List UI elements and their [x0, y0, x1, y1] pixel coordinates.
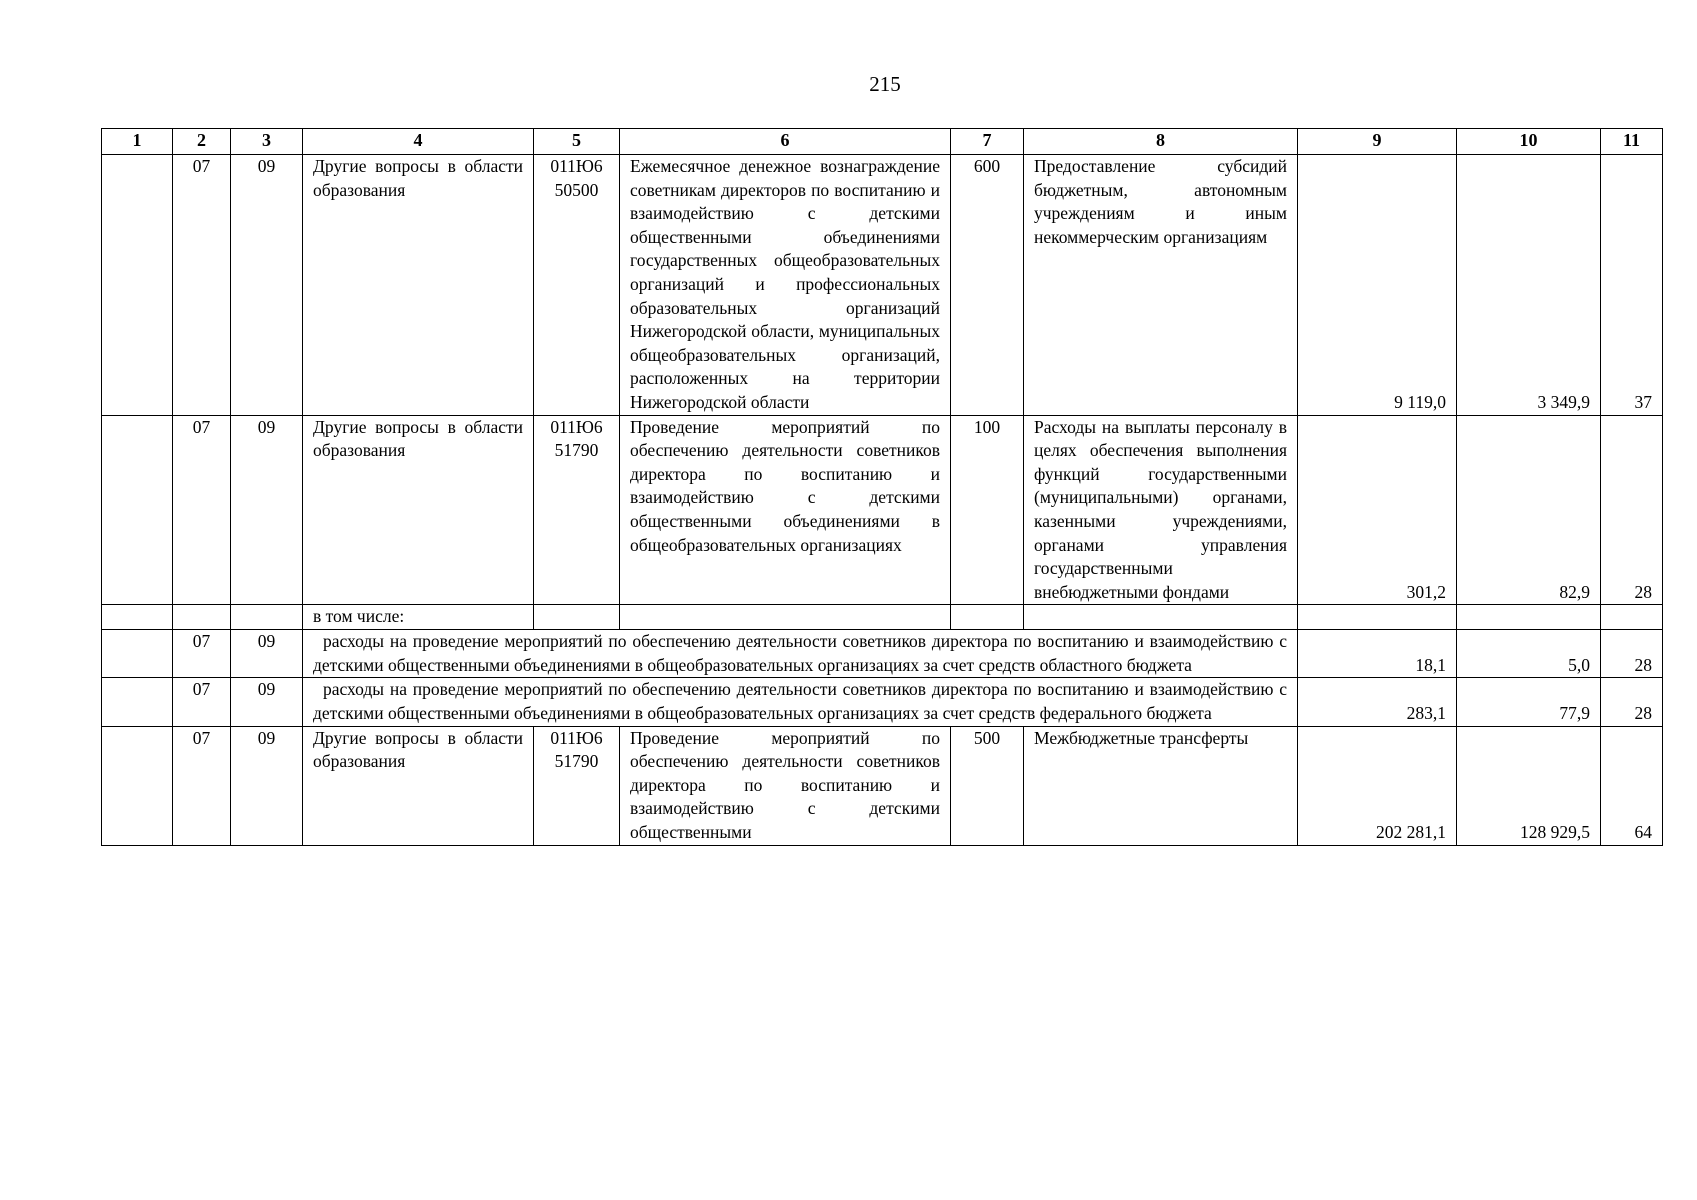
cell-target-code: 011Ю6 50500	[534, 155, 620, 416]
column-header: 1	[102, 129, 173, 155]
cell-amount-actual: 5,0	[1457, 630, 1601, 678]
cell-percent: 37	[1601, 155, 1663, 416]
cell-empty	[102, 726, 173, 845]
cell-section: 07	[173, 678, 231, 726]
cell-expense-type: 600	[951, 155, 1024, 416]
column-header: 3	[231, 129, 303, 155]
cell-amount-plan: 18,1	[1298, 630, 1457, 678]
cell-target-code: 011Ю6 51790	[534, 726, 620, 845]
column-header: 2	[173, 129, 231, 155]
cell-sub-description: расходы на проведение мероприятий по обеспечению деятельности советников директора по воспитанию и взаимодействию с детскими общественными объединениями в общеобразовательных организациях за счет средств федерального бюджета	[303, 678, 1298, 726]
table-row	[102, 726, 1663, 845]
cell-expense-type: 100	[951, 415, 1024, 605]
cell-empty	[102, 630, 173, 678]
cell-expense-name: Межбюджетные трансферты	[1024, 726, 1298, 845]
cell-amount-actual: 3 349,9	[1457, 155, 1601, 416]
cell-empty	[951, 605, 1024, 630]
cell-percent: 28	[1601, 630, 1663, 678]
cell-empty	[173, 605, 231, 630]
cell-percent: 28	[1601, 415, 1663, 605]
header-row	[102, 129, 1663, 155]
cell-section: 07	[173, 155, 231, 416]
cell-amount-plan: 301,2	[1298, 415, 1457, 605]
cell-expense-name: Расходы на выплаты персоналу в целях обеспечения выполнения функций государственными (муниципальными) органами, казенными учреждениями, органами управления государственными внебюджетными фондами	[1024, 415, 1298, 605]
cell-target-code: 011Ю6 51790	[534, 415, 620, 605]
page-number: 215	[869, 72, 901, 96]
column-header: 5	[534, 129, 620, 155]
cell-sub-description: расходы на проведение мероприятий по обеспечению деятельности советников директора по воспитанию и взаимодействию с детскими общественными объединениями в общеобразовательных организациях за счет средств областного бюджета	[303, 630, 1298, 678]
cell-section-name: Другие вопросы в области образования	[303, 155, 534, 416]
column-header: 8	[1024, 129, 1298, 155]
cell-section: 07	[173, 630, 231, 678]
cell-percent: 64	[1601, 726, 1663, 845]
cell-section-name: Другие вопросы в области образования	[303, 415, 534, 605]
cell-target-name: Проведение мероприятий по обеспечению деятельности советников директора по воспитанию и взаимодействию с детскими общественными объединениями в общеобразовательных организациях	[620, 415, 951, 605]
cell-subsection: 09	[231, 415, 303, 605]
cell-amount-actual: 77,9	[1457, 678, 1601, 726]
cell-amount-plan: 202 281,1	[1298, 726, 1457, 845]
cell-section: 07	[173, 726, 231, 845]
cell-amount-actual: 128 929,5	[1457, 726, 1601, 845]
column-header: 10	[1457, 129, 1601, 155]
cell-target-name: Проведение мероприятий по обеспечению деятельности советников директора по воспитанию и взаимодействию с детскими общественными	[620, 726, 951, 845]
cell-amount-actual: 82,9	[1457, 415, 1601, 605]
cell-empty	[102, 678, 173, 726]
including-row	[102, 605, 1663, 630]
including-label: в том числе:	[303, 605, 534, 630]
table-row	[102, 155, 1663, 416]
cell-subsection: 09	[231, 155, 303, 416]
cell-expense-name: Предоставление субсидий бюджетным, автономным учреждениям и иным некоммерческим организациям	[1024, 155, 1298, 416]
budget-table	[101, 128, 1663, 846]
cell-amount-plan: 283,1	[1298, 678, 1457, 726]
cell-empty	[534, 605, 620, 630]
cell-empty	[620, 605, 951, 630]
cell-expense-type: 500	[951, 726, 1024, 845]
column-header: 7	[951, 129, 1024, 155]
column-header: 11	[1601, 129, 1663, 155]
cell-section: 07	[173, 415, 231, 605]
cell-empty	[1024, 605, 1298, 630]
cell-subsection: 09	[231, 726, 303, 845]
column-header: 9	[1298, 129, 1457, 155]
column-header: 6	[620, 129, 951, 155]
column-header: 4	[303, 129, 534, 155]
cell-amount-plan: 9 119,0	[1298, 155, 1457, 416]
cell-empty	[102, 155, 173, 416]
cell-empty	[1457, 605, 1601, 630]
cell-empty	[1601, 605, 1663, 630]
table-row	[102, 415, 1663, 605]
sub-row	[102, 678, 1663, 726]
cell-subsection: 09	[231, 630, 303, 678]
cell-empty	[102, 605, 173, 630]
cell-subsection: 09	[231, 678, 303, 726]
sub-row	[102, 630, 1663, 678]
cell-empty	[102, 415, 173, 605]
cell-empty	[231, 605, 303, 630]
cell-target-name: Ежемесячное денежное вознаграждение советникам директоров по воспитанию и взаимодействию с детскими общественными объединениями государственных общеобразовательных организаций и профессиональных образовательных организаций Нижегородской области, муниципальных общеобразовательных организаций, расположенных на территории Нижегородской области	[620, 155, 951, 416]
cell-section-name: Другие вопросы в области образования	[303, 726, 534, 845]
cell-empty	[1298, 605, 1457, 630]
cell-percent: 28	[1601, 678, 1663, 726]
